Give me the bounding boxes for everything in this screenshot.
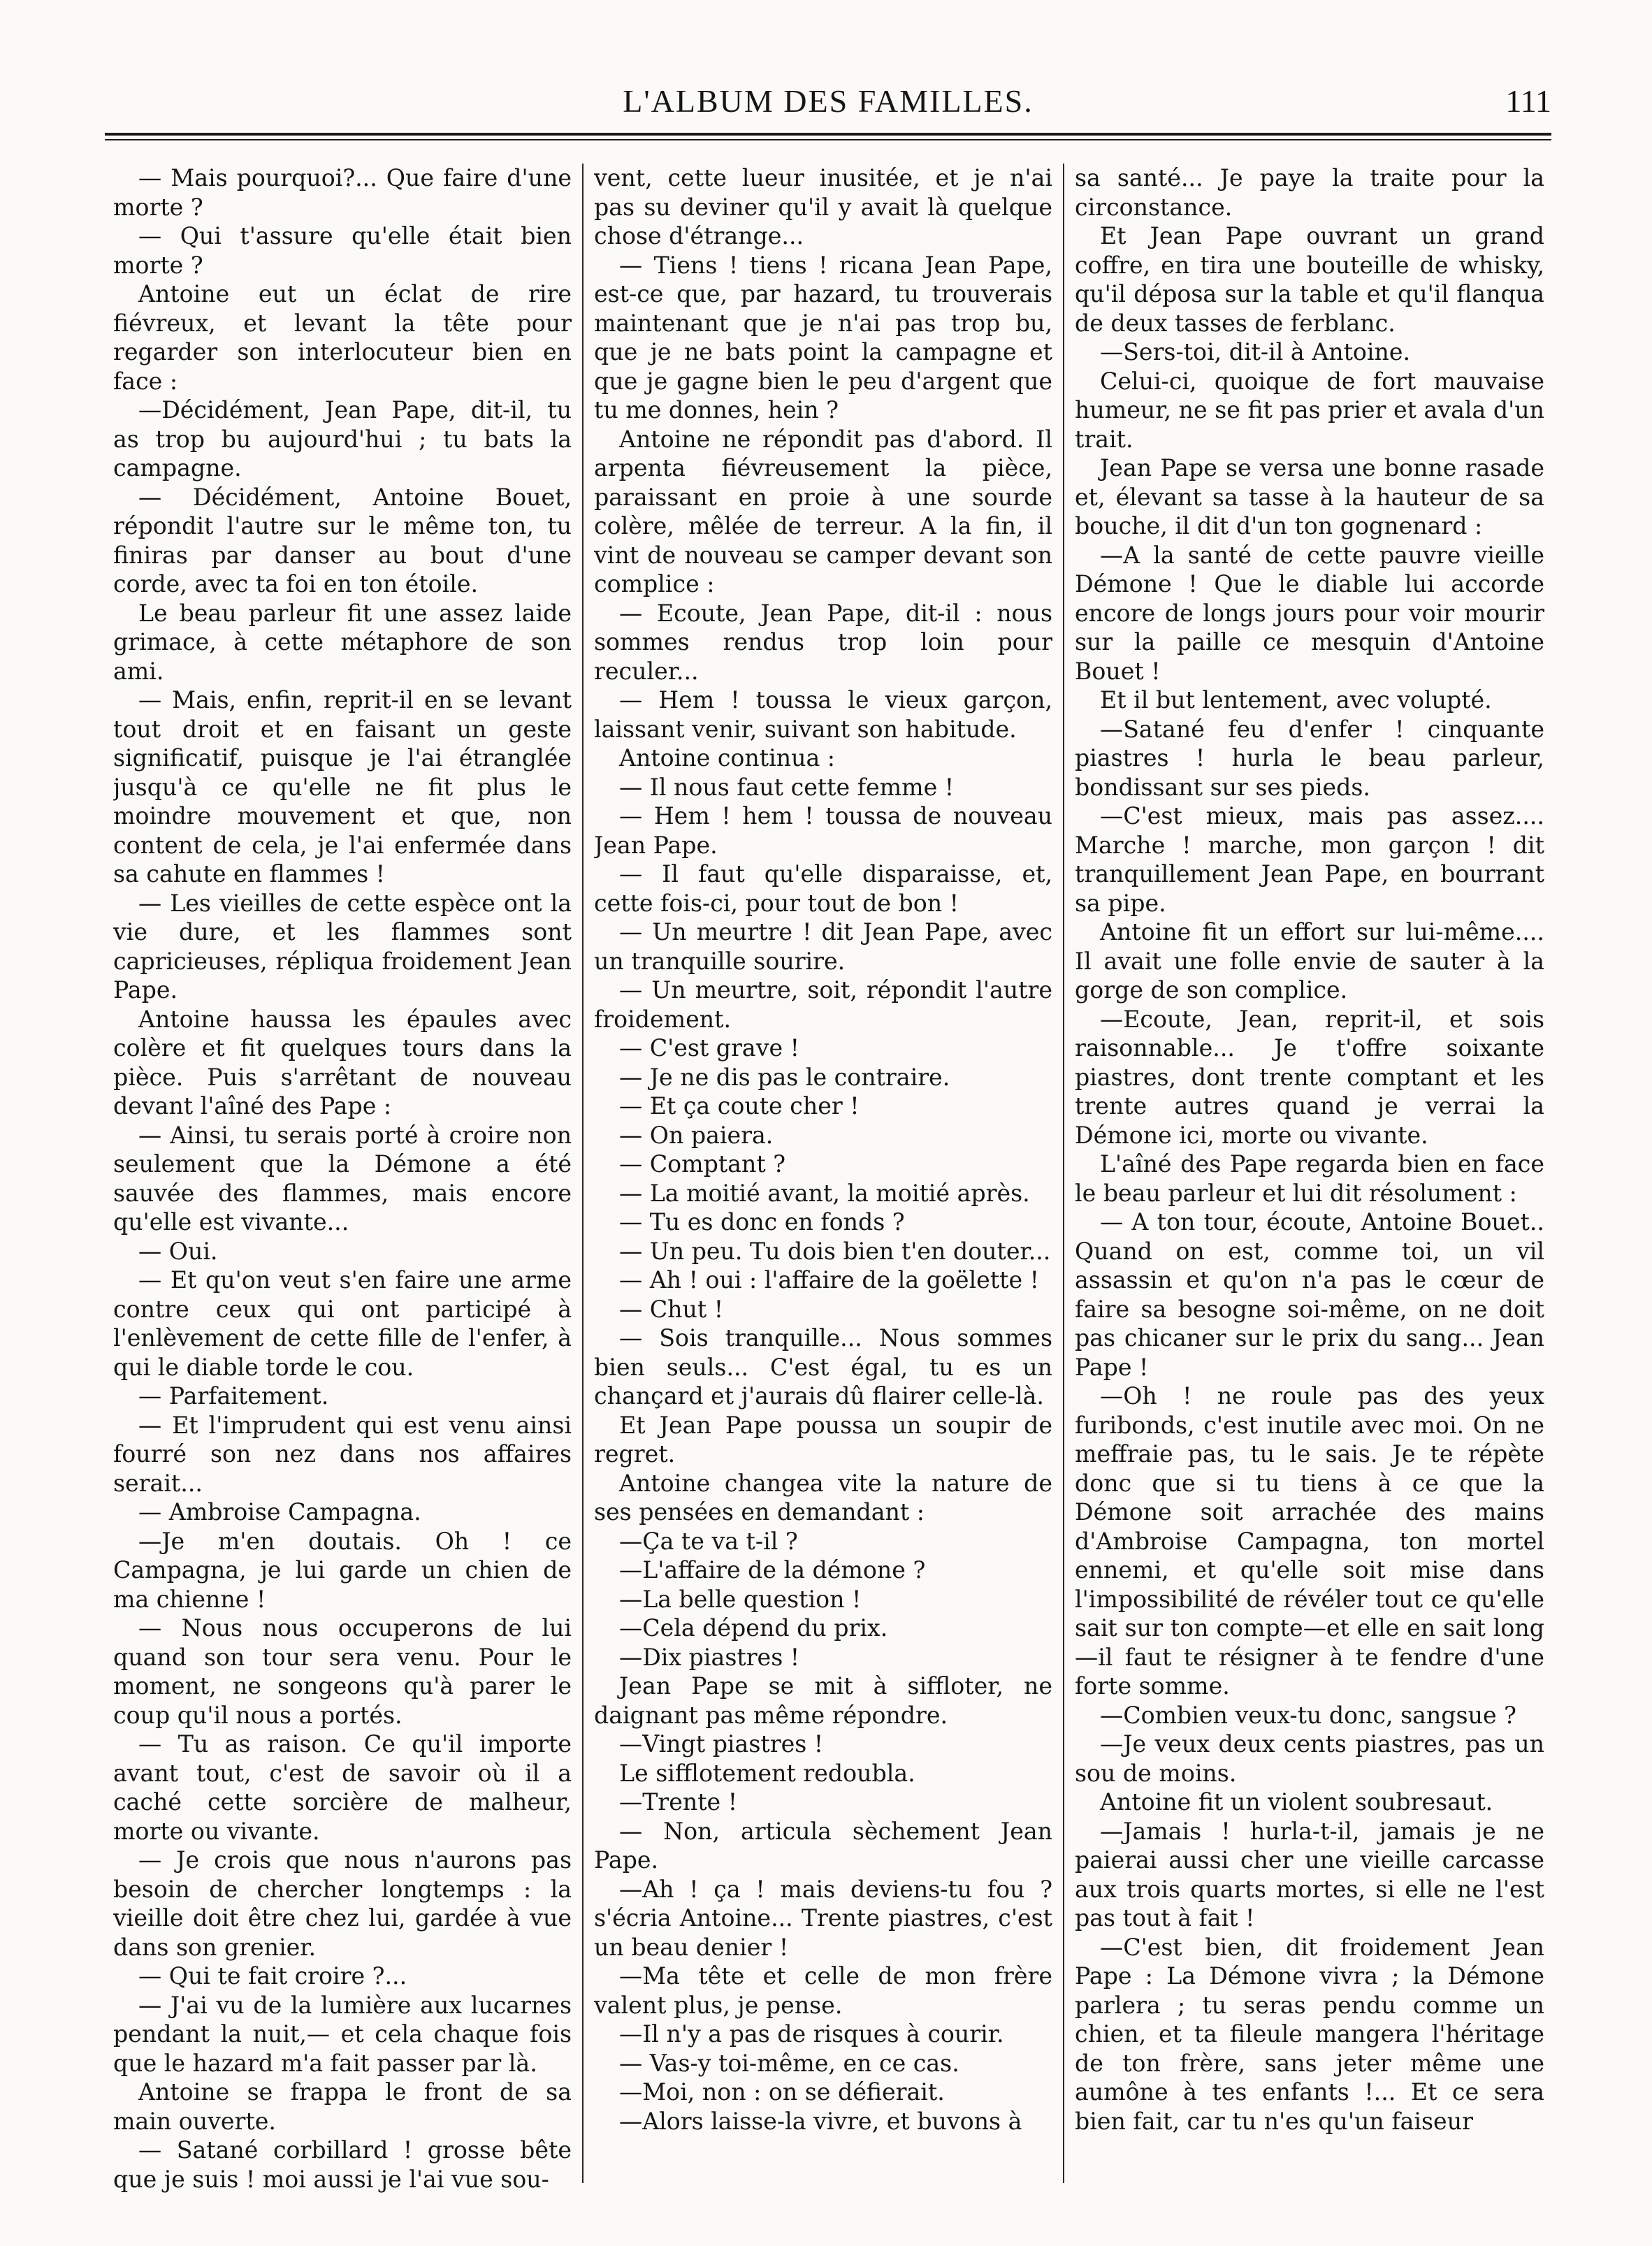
paragraph: — Hem ! toussa le vieux garçon, laissant venir, suivant son habitude. [594,686,1052,743]
paragraph: — Un meurtre, soit, répondit l'autre froidement. [594,976,1052,1033]
paragraph: —Vingt piastres ! [619,1730,824,1758]
page-number: 111 [1505,83,1551,119]
paragraph: Antoine eut un éclat de rire fiévreux, et levant la tête pour regarder son interlocuteur bien en face : [113,280,572,395]
paragraph: vent, cette lueur inusitée, et je n'ai pas su deviner qu'il y avait là quelque chose d'étrange... [594,164,1052,249]
paragraph: sa santé... Je paye la traite pour la circonstance. [1075,164,1544,221]
paragraph: Celui-ci, quoique de fort mauvaise humeur, ne se fit pas prier et avala d'un trait. [1075,367,1544,453]
paragraph: —Je veux deux cents piastres, pas un sou de moins. [1075,1730,1544,1787]
paragraph: Antoine se frappa le front de sa main ouverte. [113,2078,572,2135]
paragraph: Antoine ne répondit pas d'abord. Il arpenta fiévreusement la pièce, paraissant en proie à une sourde colère, mêlée de terreur. A la fin, il vint de nouveau se camper devant son complice : [594,425,1052,597]
paragraph: — Ainsi, tu serais porté à croire non seulement que la Démone a été sauvée des flammes, mais encore qu'elle est vivante... [113,1121,572,1236]
paragraph: —Combien veux-tu donc, sangsue ? [1100,1701,1516,1729]
paragraph: — Un peu. Tu dois bien t'en douter... [619,1237,1051,1265]
paragraph: —Sers-toi, dit-il à Antoine. [1100,338,1411,365]
paragraph: — Qui t'assure qu'elle était bien morte ? [113,222,572,279]
paragraph: —Trente ! [619,1788,738,1816]
text-column-2 [594,164,1052,2204]
paragraph: Et il but lentement, avec volupté. [1100,686,1492,713]
paragraph: —Ecoute, Jean, reprit-il, et sois raisonnable... Je t'offre soixante piastres, dont trente comptant et les trente autres quand je verrai la Démone ici, morte ou vivante. [1075,1005,1544,1149]
paragraph: Antoine continua : [619,744,835,771]
text-column-3 [1075,164,1544,2204]
paragraph: Et Jean Pape ouvrant un grand coffre, en tira une bouteille de whisky, qu'il déposa sur la table et qu'il flanqua de deux tasses de ferblanc. [1075,222,1544,337]
paragraph: —Ça te va t-il ? [619,1527,798,1555]
paragraph: —La belle question ! [619,1585,862,1613]
paragraph: — Mais pourquoi?... Que faire d'une morte ? [113,164,572,221]
paragraph: — Et l'imprudent qui est venu ainsi fourré son nez dans nos affaires serait... [113,1411,572,1497]
paragraph: — J'ai vu de la lumière aux lucarnes pendant la nuit,— et cela chaque fois que le hazard m'a fait passer par là. [113,1991,572,2077]
paragraph: — Non, articula sèchement Jean Pape. [594,1817,1052,1874]
paragraph: — Tu es donc en fonds ? [619,1208,905,1236]
paragraph: — Chut ! [619,1295,724,1323]
paragraph: —Cela dépend du prix. [619,1614,888,1642]
paragraph: — Ah ! oui : l'affaire de la goëlette ! [619,1266,1040,1294]
paragraph: — Sois tranquille... Nous sommes bien seuls... C'est égal, tu es un chançard et j'aurais dû flairer celle-là. [594,1324,1052,1410]
header-rule-thin [105,139,1551,140]
paragraph: — Satané corbillard ! grosse bête que je suis ! moi aussi je l'ai vue sou- [113,2136,572,2193]
paragraph: — Mais, enfin, reprit-il en se levant tout droit et en faisant un geste significatif, puisque je l'ai étranglée jusqu'à ce qu'elle ne fit plus le moindre mouvement et que, non content de cela, je l'ai enfermée dans sa cahute en flammes ! [113,686,572,887]
paragraph: —Ah ! ça ! mais deviens-tu fou ? s'écria Antoine... Trente piastres, c'est un beau denier ! [594,1875,1052,1961]
paragraph: — Un meurtre ! dit Jean Pape, avec un tranquille sourire. [594,918,1052,975]
paragraph: — A ton tour, écoute, Antoine Bouet.. Quand on est, comme toi, un vil assassin et qu'on n'a pas le cœur de faire sa besogne soi-même, on ne doit pas chicaner sur le prix du sang... Jean Pape ! [1075,1208,1544,1381]
paragraph: — Je ne dis pas le contraire. [619,1063,950,1091]
column-divider-1 [582,164,584,2183]
paragraph: Et Jean Pape poussa un soupir de regret. [594,1411,1052,1468]
paragraph: L'aîné des Pape regarda bien en face le beau parleur et lui dit résolument : [1075,1150,1544,1207]
paragraph: — Il nous faut cette femme ! [619,773,955,801]
paragraph: —C'est mieux, mais pas assez.... Marche ! marche, mon garçon ! dit tranquillement Jean Pape, en bourrant sa pipe. [1075,802,1544,917]
paragraph: — On paiera. [619,1121,774,1149]
paragraph: — Décidément, Antoine Bouet, répondit l'autre sur le même ton, tu finiras par danser au bout d'une corde, avec ta foi en ton étoile. [113,483,572,597]
paragraph: —Ma tête et celle de mon frère valent plus, je pense. [594,1962,1052,2019]
header-rule [105,133,1551,136]
paragraph: — La moitié avant, la moitié après. [619,1179,1030,1207]
paragraph: — Et ça coute cher ! [619,1092,860,1120]
paragraph: — Qui te fait croire ?... [138,1962,407,1990]
page-header [105,77,1551,133]
paragraph: —Jamais ! hurla-t-il, jamais je ne paierai aussi cher une vieille carcasse aux trois quarts mortes, si elle ne l'est pas tout à fait ! [1075,1817,1544,1932]
paragraph: — Et qu'on veut s'en faire une arme contre ceux qui ont participé à l'enlèvement de cette fille de l'enfer, à qui le diable torde le cou. [113,1266,572,1381]
paragraph: Le sifflotement redoubla. [619,1759,915,1787]
paragraph: Antoine changea vite la nature de ses pensées en demandant : [594,1469,1052,1526]
paragraph: —Satané feu d'enfer ! cinquante piastres ! hurla le beau parleur, bondissant sur ses pieds. [1075,715,1544,801]
paragraph: — Vas-y toi-même, en ce cas. [619,2049,959,2077]
paragraph: Antoine haussa les épaules avec colère et fit quelques tours dans la pièce. Puis s'arrêtant de nouveau devant l'aîné des Pape : [113,1005,572,1120]
paragraph: — Nous nous occuperons de lui quand son tour sera venu. Pour le moment, ne songeons qu'à parer le coup qu'il nous a portés. [113,1614,572,1729]
paragraph: —Moi, non : on se défierait. [619,2078,945,2106]
text-column-1 [113,164,572,2204]
paragraph: — Je crois que nous n'aurons pas besoin de chercher longtemps : la vieille doit être chez lui, gardée à vue dans son grenier. [113,1846,572,1961]
paragraph: —Il n'y a pas de risques à courir. [619,2020,1004,2048]
paragraph: — Hem ! hem ! toussa de nouveau Jean Pape. [594,802,1052,859]
paragraph: —Dix piastres ! [619,1643,800,1671]
paragraph: — Comptant ? [619,1150,786,1178]
paragraph: — Tiens ! tiens ! ricana Jean Pape, est-ce que, par hazard, tu trouverais maintenant que je n'ai pas trop bu, que je ne bats point la campagne et que je gagne bien le peu d'argent que tu me donnes, hein ? [594,251,1052,423]
paragraph: —Décidément, Jean Pape, dit-il, tu as trop bu aujourd'hui ; tu bats la campagne. [113,396,572,481]
paragraph: —L'affaire de la démone ? [619,1556,926,1584]
paragraph: — Ecoute, Jean Pape, dit-il : nous sommes rendus trop loin pour reculer... [594,599,1052,685]
paragraph: — Les vieilles de cette espèce ont la vie dure, et les flammes sont capricieuses, répliqua froidement Jean Pape. [113,889,572,1004]
paragraph: Antoine fit un violent soubresaut. [1100,1788,1493,1816]
paragraph: Jean Pape se mit à siffloter, ne daignant pas même répondre. [594,1672,1052,1729]
paragraph: Jean Pape se versa une bonne rasade et, élevant sa tasse à la hauteur de sa bouche, il dit d'un ton gognenard : [1075,454,1544,539]
paragraph: — Parfaitement. [138,1382,329,1410]
paragraph: —Alors laisse-la vivre, et buvons à [619,2107,1022,2135]
paragraph: — Tu as raison. Ce qu'il importe avant tout, c'est de savoir où il a caché cette sorcière de malheur, morte ou vivante. [113,1730,572,1845]
column-divider-2 [1063,164,1064,2183]
paragraph: — C'est grave ! [619,1034,799,1062]
running-title: L'ALBUM DES FAMILLES. [623,83,1034,119]
paragraph: —C'est bien, dit froidement Jean Pape : La Démone vivra ; la Démone parlera ; tu seras pendu comme un chien, et ta fileule mangera l'héritage de ton frère, sans jeter même une aumône à tes enfants !... Et ce sera bien fait, car tu n'es qu'un faiseur [1075,1933,1544,2135]
paragraph: Antoine fit un effort sur lui-même.... Il avait une folle envie de sauter à la gorge de son complice. [1075,918,1544,1004]
paragraph: Le beau parleur fit une assez laide grimace, à cette métaphore de son ami. [113,599,572,685]
paragraph: — Oui. [138,1237,218,1265]
paragraph: — Ambroise Campagna. [138,1498,421,1526]
paragraph: —Je m'en doutais. Oh ! ce Campagna, je lui garde un chien de ma chienne ! [113,1527,572,1613]
paragraph: —Oh ! ne roule pas des yeux furibonds, c'est inutile avec moi. On ne meffraie pas, tu le sais. Je te répète donc que si tu tiens à ce que la Démone soit arrachée des mains d'Ambroise Campagna, ton mortel ennemi, et qu'elle soit mise dans l'impossibilité de révéler tout ce qu'elle sait sur ton compte—et elle en sait long—il faut te résigner à te fendre d'une forte somme. [1075,1382,1544,1700]
paragraph: — Il faut qu'elle disparaisse, et, cette fois-ci, pour tout de bon ! [594,860,1052,917]
paragraph: —A la santé de cette pauvre vieille Démone ! Que le diable lui accorde encore de longs jours pour voir mourir sur la paille ce mesquin d'Antoine Bouet ! [1075,541,1544,685]
